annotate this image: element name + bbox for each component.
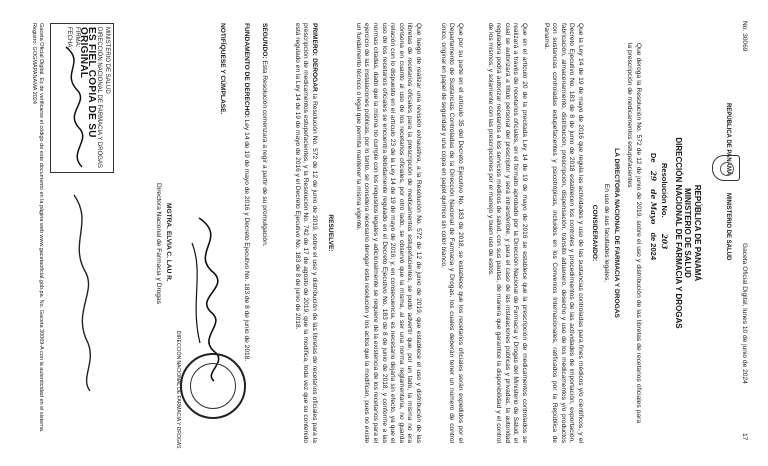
director-title: LA DIRECTORA NACIONAL DE FARMACIA Y DROGAS xyxy=(613,148,620,318)
stamp-date-label: FECHA: xyxy=(66,27,73,50)
certifier-signature xyxy=(54,43,94,183)
resolution-subject: Que deroga la Resolución No. 572 de 12 de junio de 2019, sobre el uso y distribución de las libretas de recetarios oficiales para la prescripción de medicamentos estupefacientes xyxy=(626,43,642,423)
stamp-ministry: MINISTERIO DE SALUD xyxy=(104,27,110,94)
margin-signature xyxy=(64,193,104,393)
resolution-label: Resolución No. xyxy=(660,163,669,218)
resolution-number-value: 203 xyxy=(660,233,669,250)
stamp-true-copy: ES FIEL COPIA DE SU ORIGINAL xyxy=(78,27,97,138)
rotated-document xyxy=(14,13,754,453)
paragraph-2: Que en el artículo 20 de la precitada Ley 14 de 19 de mayo de 2016 se establece que la prescripción de medicamentos controlados se realizará a través de recetarios oficiales, en el formato aprobado por la Dirección Nacional de Farmacia y Drogas del Ministerio de Salud, el cual se autorizará a título personal del prescriptor y será intransferible, y para el caso de las instalaciones públicas y privadas, la autoridad reguladora podrá autorizar recetarios a los servicios médicos de salud, con sus pautas, de manera que garantice la disponibilidad y el control de los mismos, y solamente con las prescripciones por el manejo y buen uso de estos. xyxy=(486,23,528,443)
resolution-date xyxy=(648,153,657,260)
article-1 xyxy=(292,23,318,443)
seal-text: DIRECCIÓN NACIONAL DE FARMACIA Y DROGAS xyxy=(175,331,181,449)
footer-note: Gaceta Oficial Digital. Es de verificarse el código de este documento en la página web www.gacetaoficial.gob.pa. No. Gaceta 30069-A con la autenticidad en el sistema. Registro: GOGMAPANAMA 2024 xyxy=(31,23,44,433)
faculties: En uso de sus facultades legales, xyxy=(603,183,610,283)
gazette-header: Gaceta Oficial Digital, lunes 10 de junio de 2024 xyxy=(741,243,748,384)
signatory-name: MGTRA. ELVIA C. LAU R. xyxy=(165,203,172,282)
date-year: de 2024 xyxy=(649,232,658,260)
date-day: 29 xyxy=(649,170,658,182)
resolution-number xyxy=(659,163,668,249)
signatory-title: Directora Nacional de Farmacia y Drogas xyxy=(155,183,162,304)
closing: NOTIFÍQUESE Y CÚMPLASE. xyxy=(219,23,226,115)
doc-number: No. 30069 xyxy=(741,21,748,52)
considerando-heading: CONSIDERANDO: xyxy=(591,204,598,262)
date-prefix: De xyxy=(649,153,658,163)
title-direction: DIRECCIÓN NACIONAL DE FARMACIA Y DROGAS xyxy=(674,137,683,329)
stamp-office: DIRECCIÓN NACIONAL DE FARMACIA Y DROGAS xyxy=(96,27,103,168)
legal-basis-text: Ley 14 de 19 de mayo de 2016 y Decreto Ejecutivo No. 183 de 8 de junio de 2018. xyxy=(243,119,250,362)
date-month: de Mayo xyxy=(649,189,658,225)
resuelve-heading: RESUELVE: xyxy=(327,214,334,252)
paragraph-4: Que luego de realizar una revisión exhaustiva, a la Resolución No. 572 de 12 de junio de 2019, que establece el uso y distribución de las libretas de recetarios oficiales para la prescripción de medicamentos estupefacientes, se pudo advertir que, por un lado, la misma no era cónsona en cuanto al uso de los recetarios oficiales, por otro lado, se observó que la misma, al ser una norma reglamentaria, no guarda relación con lo dispuesto en el artículo 23 de la Ley 14 de 19 de mayo de 2016; y, en consecuencia, es necesario dejarla sin efecto, ya que el uso de los recetarios oficiales se encuentra debidamente regulado en el Decreto Ejecutivo No. 183 de 8 de junio de 2018, y conforme a las normas citadas, dado que la misma no cumple con los requisitos legales y adicionalmente se requiere de la existencia de los recetarios para el ejercicio de las instalaciones públicas, por lo tanto, se considera necesario derogar esta resolución y los actos que la modifican, pues no existe un fundamento técnico o legal que permita mantener la misma vigente. xyxy=(354,23,422,443)
article-1-text: la Resolución No. 572 de 12 de junio de 2019, sobre el uso y distribución de las libretas de recetarios oficiales para la prescripción de medicamentos estupefacientes, y la Resolución No. 742 de 17 de agosto de 2019, que la modifica, toda vez que su contenido está regulado en la Ley 14 de 19 de mayo de 2016 y el Decreto Ejecutivo No. 183 de 8 de junio de 2018. xyxy=(293,23,318,443)
ministry-logo-text: MINISTERIO DE SALUD xyxy=(725,193,731,261)
paragraph-3: Que por su parte en el artículo 35 del Decreto Ejecutivo No. 183 de 2018, se establece que los recetarios oficiales serán expedidos por el Departamento de Sustancias Controladas de la Dirección Nacional de Farmacia y Drogas, los cuales deberán tener un número de control único, original en papel de seguridad y una copia en papel químico sin color blanco. xyxy=(439,23,464,443)
stamp-signature-label: FIRMA: xyxy=(74,27,80,48)
paragraph-1: Que la Ley 14 de 19 de mayo de 2016 que regula las actividades y uso de las sustancias controladas para fines médicos y/o científicos, y el Decreto Ejecutivo No. 183 de 8 de junio de 2018 establecen los controles y procedimientos de las actividades de importación, exportación, fabricación, almacenamiento, distribución, prescripción, dispensación, tránsito aduanero, desecho y uso de los medicamentos y/o productos con sustancias controladas estupefacientes y psicotrópicas, incluidos en los Convenios Internacionales, ratificados por la República de Panamá. xyxy=(542,23,584,443)
coat-of-arms-icon xyxy=(712,155,740,181)
legal-basis-label: FUNDAMENTO DE DERECHO: xyxy=(243,23,250,118)
article-1-label: PRIMERO: xyxy=(311,23,318,56)
article-2 xyxy=(259,23,268,443)
title-ministry: MINISTERIO DE SALUD xyxy=(683,188,693,278)
republic-logo-text: REPÚBLICA DE PANAMÁ xyxy=(725,103,731,176)
article-2-label: SEGUNDO: xyxy=(261,23,268,59)
official-seal xyxy=(180,353,246,419)
article-1-keyword: DEROGAR xyxy=(311,58,318,92)
page-number: 17 xyxy=(741,433,748,441)
title-republic: REPÚBLICA DE PANAMÁ xyxy=(693,184,702,282)
article-2-text: Esta Resolución comenzará a regir a partir de su promulgación. xyxy=(261,60,268,247)
title-block xyxy=(674,33,703,433)
